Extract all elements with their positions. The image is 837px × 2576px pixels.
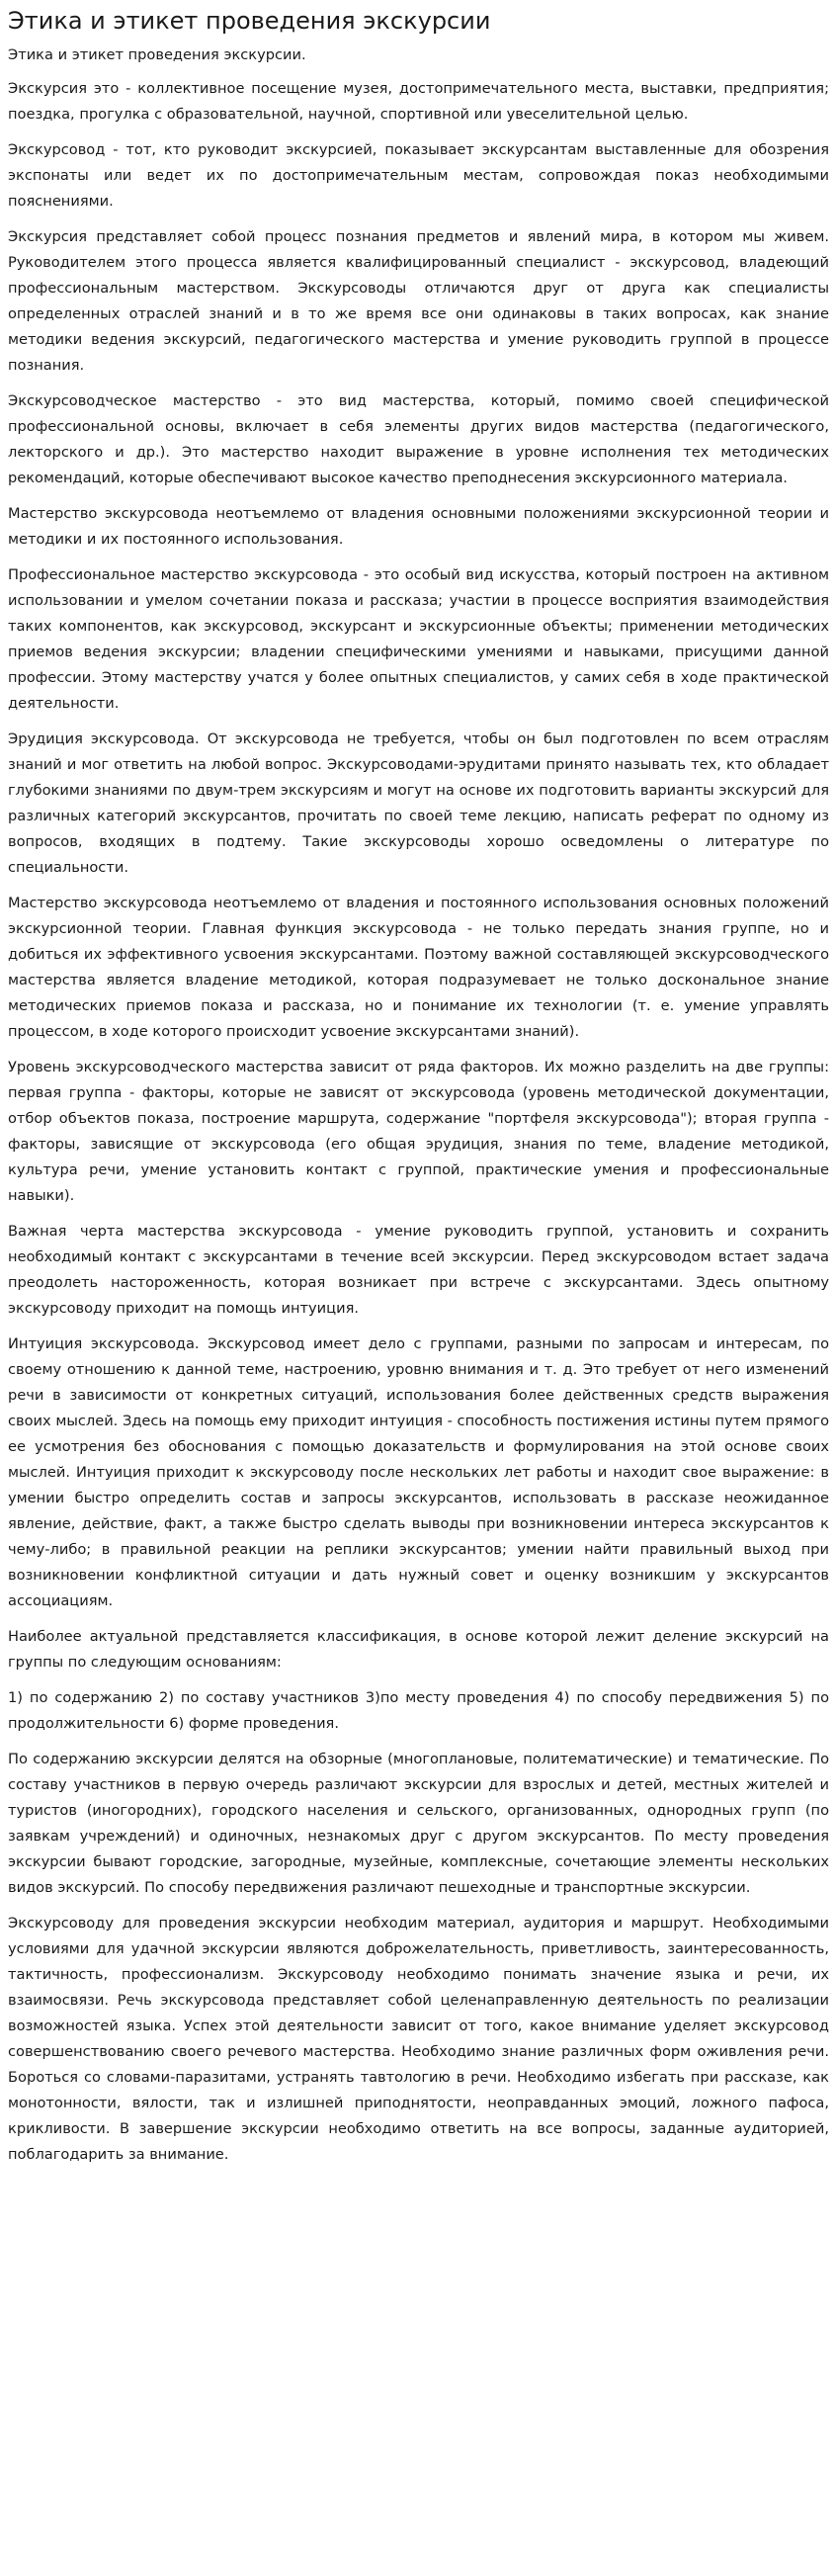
paragraph-classification-list: 1) по содержанию 2) по составу участников 3)по месту проведения 4) по способу передвижения 5) по продолжительности 6) форме проведения.: [8, 1689, 829, 1732]
paragraph-subtitle: Этика и этикет проведения экскурсии.: [8, 46, 306, 63]
paragraph-conclusion: Экскурсоводу для проведения экскурсии необходим материал, аудитория и маршрут. Необходимыми условиями для удачной экскурсии являются доброжелательность, приветливость, заинтересованность, тактичность, профессионализм. Экскурсоводу необходимо понимать значение языка и речи, их взаимосвязи. Речь экскурсовода представляет собой целенаправленную деятельность по реализации возможностей языка. Успех этой деятельности зависит от того, какое внимание уделяет экскурсовод совершенствованию своего речевого мастерства. Необходимо знание различных форм оживления речи. Бороться со словами-паразитами, устранять тавтологию в речи. Необходимо избегать при рассказе, как монотонности, вялости, так и излишней приподнятости, неоправданных эмоций, ложного пафоса, крикливости. В завершение экскурсии необходимо ответить на все вопросы, заданные аудиторией, поблагодарить за внимание.: [8, 1915, 829, 2163]
paragraph-methodology: Мастерство экскурсовода неотъемлемо от владения и постоянного использования основных положений экскурсионной теории. Главная функция экскурсовода - не только передать знания группе, но и добиться их эффективного усвоения экскурсантами. Поэтому важной составляющей экскурсоводческого мастерства является владение методикой, которая подразумевает не только доскональное знание методических приемов показа и рассказа, но и понимание их технологии (т. е. умение управлять процессом, в ходе которого происходит усвоение экскурсантами знаний).: [8, 895, 829, 1040]
paragraph-mastery-level: Уровень экскурсоводческого мастерства зависит от ряда факторов. Их можно разделить на две группы: первая группа - факторы, которые не зависят от экскурсовода (уровень методической документации, отбор объектов показа, построение маршрута, содержание "портфеля экскурсовода"); вторая группа - факторы, зависящие от экскурсовода (его общая эрудиция, знания по теме, владение методикой, культура речи, умение установить контакт с группой, практические умения и профессиональные навыки).: [8, 1059, 829, 1204]
paragraph-erudition: Эрудиция экскурсовода. От экскурсовода не требуется, чтобы он был подготовлен по всем отраслям знаний и мог ответить на любой вопрос. Экскурсоводами-эрудитами принято называть тех, кто обладает глубокими знаниями по двум-трем экскурсиям и могут на основе их подготовить варианты экскурсий для различных категорий экскурсантов, прочитать по своей теме лекцию, написать реферат по одному из вопросов, входящих в подтему. Такие экскурсоводы хорошо осведомлены о литературе по специальности.: [8, 730, 829, 876]
paragraph-definition-excursion: Экскурсия это - коллективное посещение музея, достопримечательного места, выставки, предприятия; поездка, прогулка с образовательной, научной, спортивной или увеселительной целью.: [8, 80, 829, 123]
paragraph-classification-details: По содержанию экскурсии делятся на обзорные (многоплановые, политематические) и тематические. По составу участников в первую очередь различают экскурсии для взрослых и детей, местных жителей и туристов (иногородних), городского населения и сельского, организованных, однородных групп (по заявкам учреждений) и одиночных, незнакомых друг с другом экскурсантов. По месту проведения экскурсии бывают городские, загородные, музейные, комплексные, сочетающие элементы нескольких видов экскурсий. По способу передвижения различают пешеходные и транспортные экскурсии.: [8, 1751, 829, 1896]
paragraph-excursion-process: Экскурсия представляет собой процесс познания предметов и явлений мира, в котором мы живем. Руководителем этого процесса является квалифицированный специалист - экскурсовод, владеющий профессиональным мастерством. Экскурсоводы отличаются друг от друга как специалисты определенных отраслей знаний и в то же время все они одинаковы в таких вопросах, как знание методики ведения экскурсий, педагогического мастерства и умение руководить группой в процессе познания.: [8, 228, 829, 374]
paragraph-definition-guide: Экскурсовод - тот, кто руководит экскурсией, показывает экскурсантам выставленные для обозрения экспонаты или ведет их по достопримечательным местам, сопровождая показ необходимыми пояснениями.: [8, 141, 829, 210]
paragraph-guide-mastery: Экскурсоводческое мастерство - это вид мастерства, который, помимо своей специфической профессиональной основы, включает в себя элементы других видов мастерства (педагогического, лекторского и др.). Это мастерство находит выражение в уровне исполнения тех методических рекомендаций, которые обеспечивают высокое качество преподнесения экскурсионного материала.: [8, 392, 829, 486]
paragraph-mastery-theory: Мастерство экскурсовода неотъемлемо от владения основными положениями экскурсионной теории и методики и их постоянного использования.: [8, 505, 829, 548]
paragraph-intuition: Интуиция экскурсовода. Экскурсовод имеет дело с группами, разными по запросам и интересам, по своему отношению к данной теме, настроению, уровню внимания и т. д. Это требует от него изменений речи в зависимости от конкретных ситуаций, использования более действенных средств выражения своих мыслей. Здесь на помощь ему приходит интуиция - способность постижения истины путем прямого ее усмотрения без обоснования с помощью доказательств и формулирования на этой основе своих мыслей. Интуиция приходит к экскурсоводу после нескольких лет работы и находит свое выражение: в умении быстро определить состав и запросы экскурсантов, использовать в рассказе неожиданное явление, действие, факт, а также быстро сделать выводы при возникновении интереса экскурсантов к чему-либо; в правильной реакции на реплики экскурсантов; умении найти правильный выход при возникновении конфликтной ситуации и дать нужный совет и оценку возникшим у экскурсантов ассоциациям.: [8, 1335, 829, 1609]
paragraph-classification-intro: Наиболее актуальной представляется классификация, в основе которой лежит деление экскурсий на группы по следующим основаниям:: [8, 1628, 829, 1671]
article-body: [8, 43, 829, 2168]
page-title: Этика и этикет проведения экскурсии: [8, 7, 491, 35]
paragraph-group-leadership: Важная черта мастерства экскурсовода - умение руководить группой, установить и сохранить необходимый контакт с экскурсантами в течение всей экскурсии. Перед экскурсоводом встает задача преодолеть настороженность, которая возникает при встрече с экскурсантами. Здесь опытному экскурсоводу приходит на помощь интуиция.: [8, 1223, 829, 1317]
paragraph-professional-mastery: Профессиональное мастерство экскурсовода - это особый вид искусства, который построен на активном использовании и умелом сочетании показа и рассказа; участии в процессе восприятия взаимодействия таких компонентов, как экскурсовод, экскурсант и экскурсионные объекты; применении методических приемов ведения экскурсии; владении специфическими умениями и навыками, присущими данной профессии. Этому мастерству учатся у более опытных специалистов, у самих себя в ходе практической деятельности.: [8, 566, 829, 712]
